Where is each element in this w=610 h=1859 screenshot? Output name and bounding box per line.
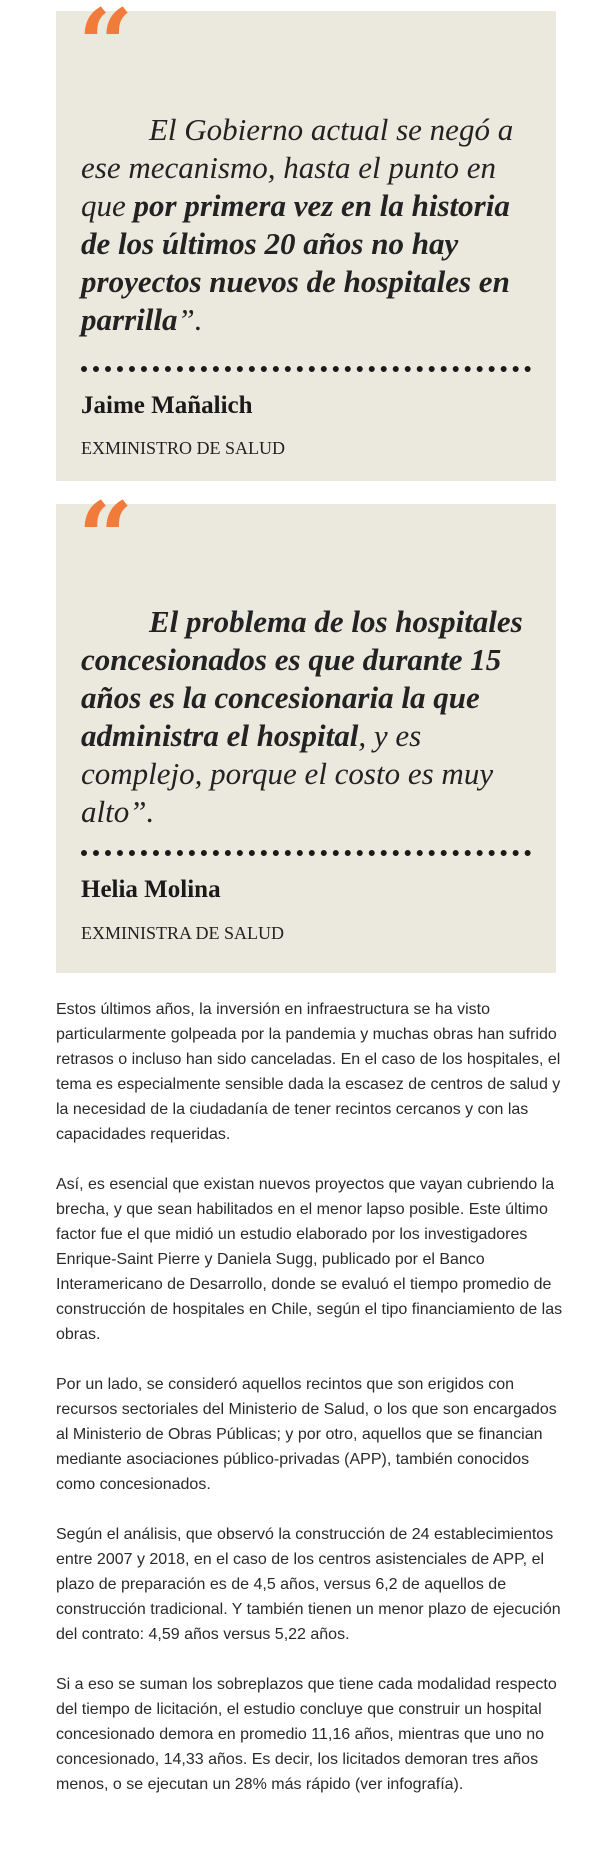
quote-mark-icon: “ <box>78 481 134 594</box>
pull-quote-molina <box>56 481 556 973</box>
quote-author: Helia Molina <box>81 876 221 903</box>
quote-text <box>81 603 531 831</box>
article-body <box>56 997 564 1822</box>
quote-text-closing: ”. <box>177 302 203 337</box>
quote-text-bold: por primera vez en la historia de los últimos 20 años no hay proyectos nuevos de hospitales en parrilla <box>81 188 510 337</box>
quote-text-italic: , y es complejo, porque el costo es muy alto”. <box>81 718 494 829</box>
quote-author-role: EXMINISTRA DE SALUD <box>81 923 285 943</box>
article-paragraph: Así, es esencial que existan nuevos proyectos que vayan cubriendo la brecha, y que sean habilitados en el menor lapso posible. Este último factor fue el que midió un estudio elaborado por los investigadores Enrique-Saint Pierre y Daniela Sugg, publicado por el Banco Interamericano de Desarrollo, donde se evaluó el tiempo promedio de construcción de hospitales en Chile, según el tipo financiamiento de las obras. <box>56 1176 563 1343</box>
quote-text-italic: El Gobierno actual se negó a ese mecanismo, hasta el punto en que <box>81 112 514 223</box>
pull-quote-manalich <box>56 0 556 481</box>
dotted-divider <box>81 366 531 372</box>
article-paragraph: Si a eso se suman los sobreplazos que tiene cada modalidad respecto del tiempo de licitación, el estudio concluye que construir un hospital concesionado demora en promedio 11,16 años, mientras que uno no concesionado, 14,33 años. Es decir, los licitados demoran tres años menos, o se ejecutan un 28% más rápido (ver infografía). <box>56 1676 557 1793</box>
article-paragraph: Estos últimos años, la inversión en infraestructura se ha visto particularmente golpeada por la pandemia y muchas obras han sufrido retrasos o incluso han sido canceladas. En el caso de los hospitales, el tema es especialmente sensible dada la escasez de centros de salud y la necesidad de la ciudadanía de tener recintos cercanos y con las capacidades requeridas. <box>56 1001 561 1143</box>
article-paragraph: Por un lado, se consideró aquellos recintos que son erigidos con recursos sectoriales del Ministerio de Salud, o los que son encargados al Ministerio de Obras Públicas; y por otro, aquellos que se financian mediante asociaciones público-privadas (APP), también conocidos como concesionados. <box>56 1376 557 1493</box>
quote-text <box>81 111 531 339</box>
dotted-divider <box>81 850 531 856</box>
quote-text-bold: El problema de los hospitales concesionados es que durante 15 años es la concesionaria la que administra el hospital <box>81 604 523 753</box>
quote-author: Jaime Mañalich <box>81 392 253 419</box>
quote-mark-icon: “ <box>78 0 134 101</box>
article-paragraph: Según el análisis, que observó la construcción de 24 establecimientos entre 2007 y 2018, en el caso de los centros asistenciales de APP, el plazo de preparación es de 4,5 años, versus 6,2 de aquellos de construcción tradicional. Y también tienen un menor plazo de ejecución del contrato: 4,59 años versus 5,22 años. <box>56 1526 561 1643</box>
quote-author-role: EXMINISTRO DE SALUD <box>81 438 285 458</box>
